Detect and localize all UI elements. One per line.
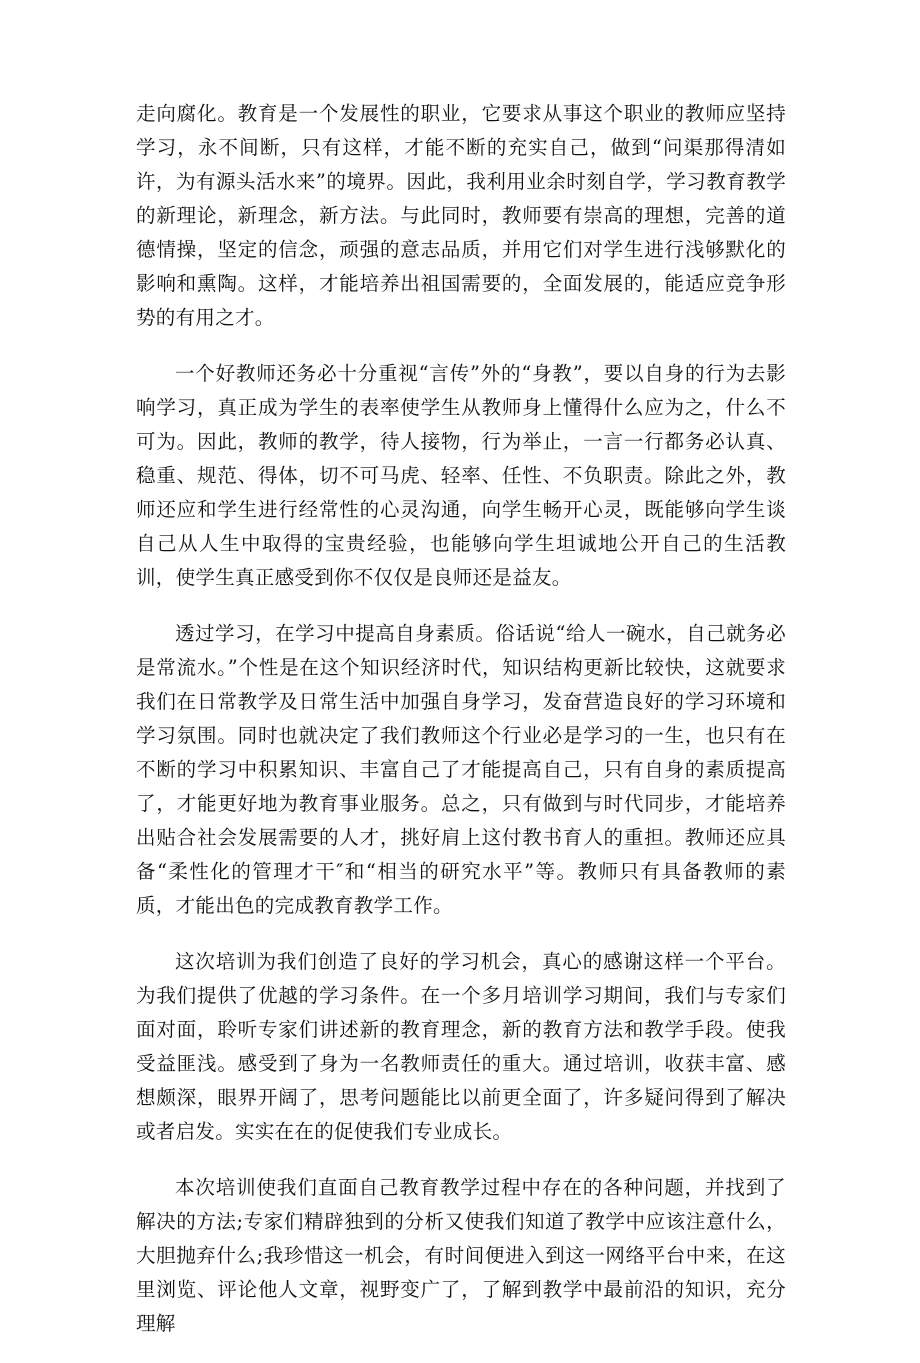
document-body bbox=[136, 97, 786, 1363]
paragraph-self-study: 透过学习，在学习中提高自身素质。俗话说“给人一碗水，自己就务必是常流水。”个性是在这个知识经济时代，知识结构更新比较快，这就要求我们在日常教学及日常生活中加强自身学习，发奋营造良好的学习环境和学习氛围。同时也就决定了我们教师这个行业必是学习的一生，也只有在不断的学习中积累知识、丰富自己了才能提高自己，只有自身的素质提高了，才能更好地为教育事业服务。总之，只有做到与时代同步，才能培养出贴合社会发展需要的人才，挑好肩上这付教书育人的重担。教师还应具备“柔性化的管理才干″和“相当的研究水平”等。教师只有具备教师的素质，才能出色的完成教育教学工作。 bbox=[136, 622, 786, 917]
paragraph-training-reflection: 本次培训使我们直面自己教育教学过程中存在的各种问题，并找到了解决的方法;专家们精辟独到的分析又使我们知道了教学中应该注意什么，大胆抛弃什么;我珍惜这一机会，有时间便进入到这一网络平台中来，在这里浏览、评论他人文章，视野变广了，了解到教学中最前沿的知识，充分理解 bbox=[136, 1176, 786, 1335]
paragraph-body-teaching: 一个好教师还务必十分重视“言传”外的“身教”，要以自身的行为去影响学习，真正成为学生的表率使学生从教师身上懂得什么应为之，什么不可为。因此，教师的教学，待人接物，行为举止，一言一行都务必认真、稳重、规范、得体，切不可马虎、轻率、任性、不负职责。除此之外，教师还应和学生进行经常性的心灵沟通，向学生畅开心灵，既能够向学生谈自己从人生中取得的宝贵经验，也能够向学生坦诚地公开自己的生活教训，使学生真正感受到你不仅仅是良师还是益友。 bbox=[136, 362, 786, 589]
paragraph-continuation: 走向腐化。教育是一个发展性的职业，它要求从事这个职业的教师应坚持学习，永不间断，只有这样，才能不断的充实自己，做到“问渠那得清如许，为有源头活水来”的境界。因此，我利用业余时刻自学，学习教育教学的新理论，新理念，新方法。与此同时，教师要有崇高的理想，完善的道德情操，坚定的信念，顽强的意志品质，并用它们对学生进行浅够默化的影响和熏陶。这样，才能培养出祖国需要的，全面发展的，能适应竞争形势的有用之才。 bbox=[136, 102, 786, 329]
paragraph-training-gratitude: 这次培训为我们创造了良好的学习机会，真心的感谢这样一个平台。为我们提供了优越的学习条件。在一个多月培训学习期间，我们与专家们面对面，聆听专家们讲述新的教育理念，新的教育方法和教学手段。使我受益匪浅。感受到了身为一名教师责任的重大。通过培训，收获丰富、感想颇深，眼界开阔了，思考问题能比以前更全面了，许多疑问得到了解决或者启发。实实在在的促使我们专业成长。 bbox=[136, 950, 786, 1143]
